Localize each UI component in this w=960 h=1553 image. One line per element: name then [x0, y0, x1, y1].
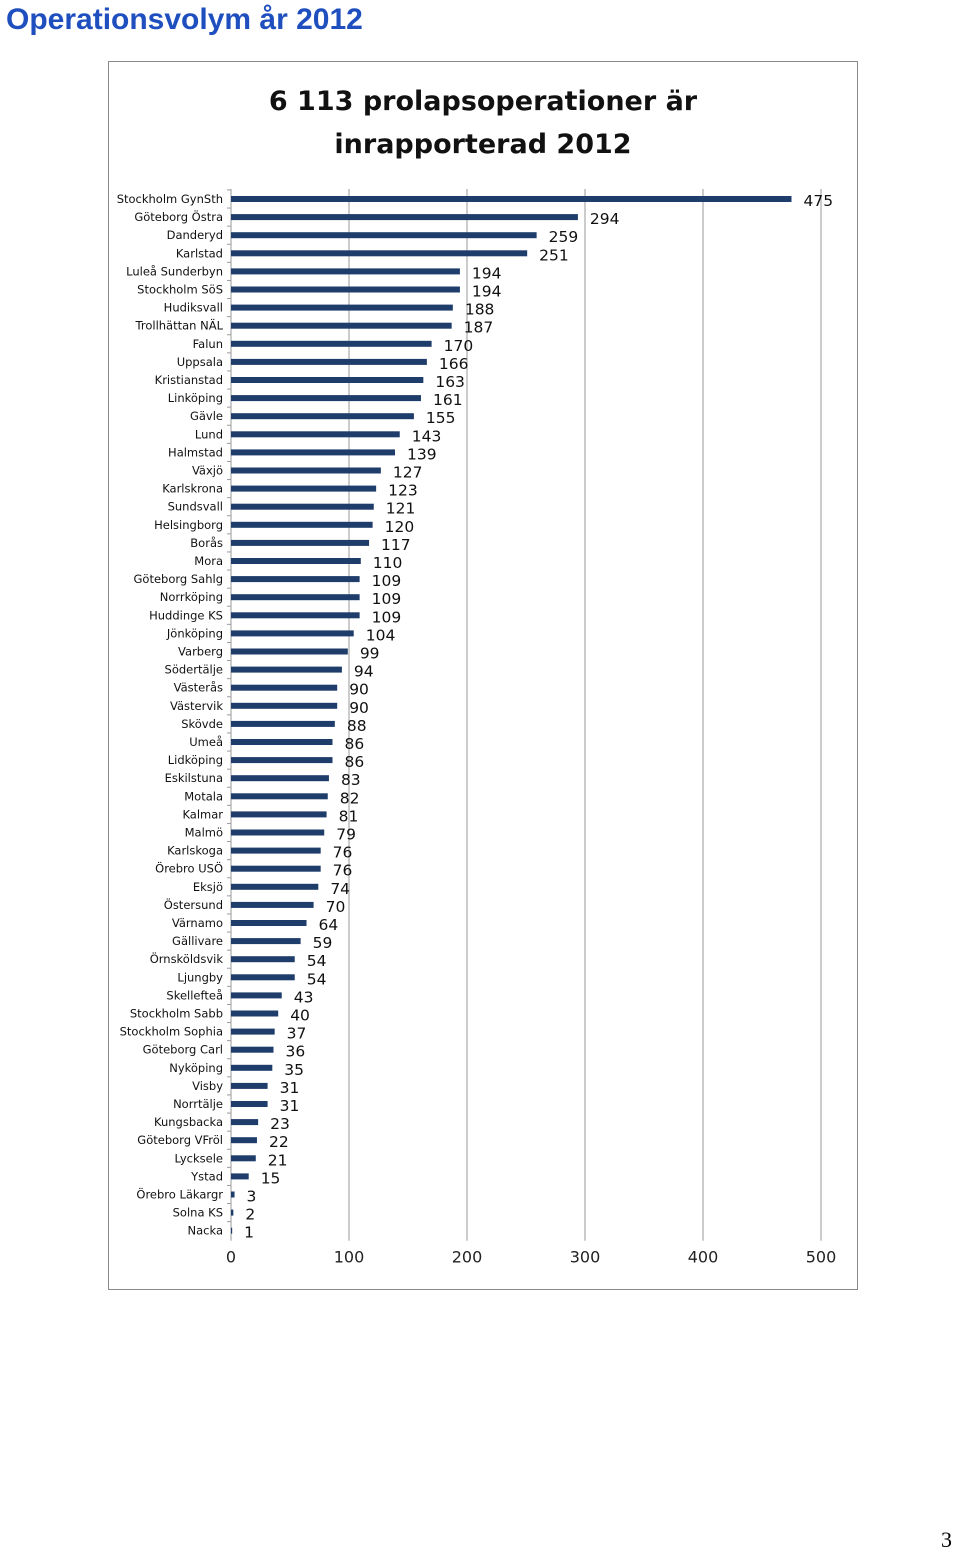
x-tick-label: 100: [333, 1247, 365, 1267]
category-label: Sundsvall: [167, 499, 223, 514]
bar: [231, 793, 328, 799]
category-label: Gävle: [189, 409, 223, 424]
bar: [231, 992, 282, 998]
page-number: 3: [941, 1527, 952, 1552]
value-label: 475: [803, 192, 834, 210]
bar: [231, 739, 332, 745]
value-label: 31: [279, 1078, 300, 1097]
value-label: 155: [425, 409, 456, 428]
value-label: 163: [435, 373, 465, 391]
bar: [231, 1192, 235, 1198]
category-label: Eskilstuna: [164, 771, 223, 786]
value-label: 166: [438, 354, 469, 373]
value-label: 121: [385, 499, 416, 518]
category-label: Helsingborg: [154, 517, 223, 532]
category-label: Lidköping: [167, 753, 223, 768]
category-label: Örnsköldsvik: [149, 952, 223, 967]
bar: [231, 341, 432, 347]
bar: [231, 196, 792, 202]
category-label: Visby: [192, 1078, 223, 1093]
value-label: 194: [471, 282, 502, 301]
category-label: Varberg: [178, 644, 223, 659]
bar: [231, 884, 318, 890]
category-label: Göteborg Carl: [142, 1042, 223, 1057]
value-label: 259: [548, 228, 579, 247]
bar: [231, 667, 342, 673]
chart-frame: [108, 61, 858, 1290]
bar: [231, 522, 373, 528]
value-label: 43: [293, 988, 314, 1007]
category-label: Stockholm SöS: [137, 282, 223, 297]
bar: [231, 1083, 268, 1089]
value-label: 76: [332, 861, 353, 880]
value-label: 187: [463, 318, 494, 337]
bar: [231, 920, 307, 926]
value-label: 79: [336, 825, 356, 844]
value-label: 2: [245, 1205, 256, 1224]
category-label: Karlskoga: [167, 843, 223, 858]
page-heading: Operationsvolym år 2012: [6, 3, 363, 36]
bar: [231, 956, 295, 962]
category-label: Trollhättan NÄL: [135, 318, 223, 333]
category-label: Ljungby: [177, 970, 223, 985]
category-label: Jönköping: [166, 626, 223, 641]
value-label: 90: [349, 698, 369, 717]
category-label: Karlstad: [175, 246, 223, 261]
value-label: 59: [312, 934, 333, 953]
bar: [231, 268, 460, 274]
bar: [231, 232, 537, 238]
bar: [231, 902, 314, 908]
category-label: Danderyd: [166, 228, 223, 243]
value-label: 90: [349, 680, 369, 699]
bar: [231, 431, 400, 437]
value-label: 251: [539, 246, 569, 265]
bar: [231, 848, 321, 854]
value-label: 120: [384, 517, 415, 536]
bar: [231, 395, 421, 401]
value-label: 99: [359, 644, 380, 663]
category-label: Solna KS: [172, 1205, 223, 1220]
category-label: Skellefteå: [166, 988, 223, 1003]
category-label: Norrköping: [159, 590, 223, 605]
category-label: Gällivare: [172, 934, 223, 949]
x-tick-label: 200: [451, 1247, 483, 1267]
bar: [231, 486, 376, 492]
category-label: Skövde: [181, 716, 223, 731]
value-label: 82: [339, 789, 360, 808]
chart-title-line: 6 113 prolapsoperationer är: [268, 86, 698, 117]
bar: [231, 540, 369, 546]
bar: [231, 504, 374, 510]
category-label: Mora: [194, 554, 223, 568]
category-label: Lycksele: [174, 1151, 223, 1166]
bar: [231, 359, 427, 365]
value-label: 94: [353, 662, 374, 681]
category-label: Stockholm Sabb: [129, 1006, 223, 1021]
value-label: 23: [270, 1115, 290, 1134]
bar: [231, 1155, 256, 1161]
bar: [231, 830, 324, 836]
value-label: 1: [244, 1223, 255, 1242]
bar: [231, 685, 337, 691]
category-label: Göteborg Sahlg: [133, 572, 223, 587]
value-label: 54: [306, 970, 327, 989]
category-label: Eksjö: [192, 879, 223, 894]
bar: [231, 449, 395, 455]
value-label: 117: [381, 535, 411, 554]
value-label: 70: [325, 897, 346, 916]
bar: [231, 1119, 258, 1125]
value-label: 15: [260, 1169, 281, 1188]
value-label: 83: [340, 771, 361, 790]
category-label: Falun: [192, 336, 223, 351]
category-label: Östersund: [163, 897, 223, 912]
category-label: Hudiksvall: [163, 300, 223, 315]
category-label: Motala: [184, 789, 223, 804]
value-label: 188: [464, 300, 495, 319]
value-label: 40: [290, 1006, 310, 1025]
bar: [231, 1101, 268, 1107]
value-label: 109: [371, 572, 402, 591]
category-label: Västervik: [170, 698, 223, 713]
value-label: 54: [306, 952, 327, 971]
category-label: Kalmar: [182, 807, 223, 822]
bar: [231, 703, 337, 709]
category-label: Växjö: [191, 463, 223, 478]
category-label: Luleå Sunderbyn: [126, 264, 223, 279]
value-label: 3: [246, 1187, 257, 1206]
category-label: Södertälje: [164, 662, 223, 677]
category-label: Halmstad: [168, 445, 223, 460]
bar: [231, 576, 360, 582]
category-label: Karlskrona: [162, 481, 223, 496]
value-label: 36: [285, 1042, 306, 1061]
category-label: Ystad: [191, 1169, 223, 1184]
value-label: 86: [344, 735, 365, 753]
bar: [231, 630, 354, 636]
bar: [231, 377, 423, 383]
category-label: Örebro USÖ: [155, 861, 223, 876]
bar: [231, 558, 361, 564]
bar: [231, 1173, 249, 1179]
category-label: Borås: [190, 535, 223, 550]
bar: [231, 1029, 275, 1035]
bar-chart: [109, 62, 857, 1289]
category-label: Umeå: [189, 735, 223, 749]
category-label: Nyköping: [169, 1060, 223, 1075]
category-label: Uppsala: [176, 354, 223, 369]
bar: [231, 612, 360, 618]
category-label: Norrtälje: [173, 1097, 223, 1111]
category-label: Kungsbacka: [153, 1115, 223, 1130]
x-tick-label: 500: [805, 1247, 837, 1267]
bar: [231, 1228, 232, 1234]
value-label: 86: [344, 753, 365, 772]
bar: [231, 250, 527, 256]
category-label: Stockholm Sophia: [119, 1024, 223, 1039]
value-label: 139: [407, 445, 437, 464]
value-label: 37: [286, 1024, 307, 1043]
value-label: 194: [471, 264, 502, 283]
category-label: Malmö: [184, 825, 223, 840]
bar: [231, 1011, 278, 1017]
bar: [231, 1047, 273, 1053]
value-label: 88: [346, 716, 367, 735]
value-label: 81: [338, 807, 359, 826]
x-tick-label: 400: [687, 1247, 719, 1267]
category-label: Huddinge KS: [149, 608, 223, 623]
value-label: 170: [443, 336, 474, 355]
bar: [231, 468, 381, 474]
value-label: 127: [392, 463, 423, 482]
category-label: Värnamo: [171, 916, 223, 930]
category-label: Stockholm GynSth: [116, 192, 223, 206]
bar: [231, 974, 295, 980]
x-tick-label: 0: [225, 1247, 237, 1267]
bar: [231, 287, 460, 293]
category-label: Kristianstad: [154, 373, 223, 387]
value-label: 143: [411, 427, 442, 446]
bar: [231, 811, 327, 817]
bar: [231, 938, 301, 944]
bar: [231, 757, 332, 763]
category-label: Göteborg VFröl: [137, 1133, 223, 1148]
value-label: 110: [372, 554, 403, 572]
bar: [231, 649, 348, 655]
value-label: 74: [330, 879, 351, 898]
bar: [231, 323, 452, 329]
x-tick-label: 300: [569, 1247, 601, 1267]
bar: [231, 866, 321, 872]
value-label: 22: [268, 1133, 289, 1152]
bar: [231, 413, 414, 419]
chart-title-line: inrapporterad 2012: [334, 129, 632, 160]
bar: [231, 1137, 257, 1143]
bar: [231, 305, 453, 311]
bar: [231, 214, 578, 220]
category-label: Örebro Läkargr: [136, 1187, 223, 1202]
bar: [231, 775, 329, 781]
category-label: Göteborg Östra: [134, 210, 223, 225]
bar: [231, 1210, 233, 1216]
bar: [231, 1065, 272, 1071]
value-label: 64: [318, 916, 339, 934]
category-label: Västerås: [173, 680, 223, 695]
category-label: Lund: [194, 427, 223, 442]
value-label: 21: [267, 1151, 288, 1170]
bar: [231, 721, 335, 727]
category-label: Nacka: [187, 1223, 223, 1238]
value-label: 161: [432, 391, 463, 410]
value-label: 76: [332, 843, 353, 862]
value-label: 123: [388, 481, 418, 500]
value-label: 31: [279, 1097, 300, 1115]
value-label: 35: [284, 1060, 305, 1079]
value-label: 104: [365, 626, 396, 645]
bar: [231, 594, 360, 600]
value-label: 294: [589, 210, 620, 229]
category-label: Linköping: [167, 391, 223, 406]
value-label: 109: [371, 590, 402, 609]
value-label: 109: [371, 608, 402, 627]
